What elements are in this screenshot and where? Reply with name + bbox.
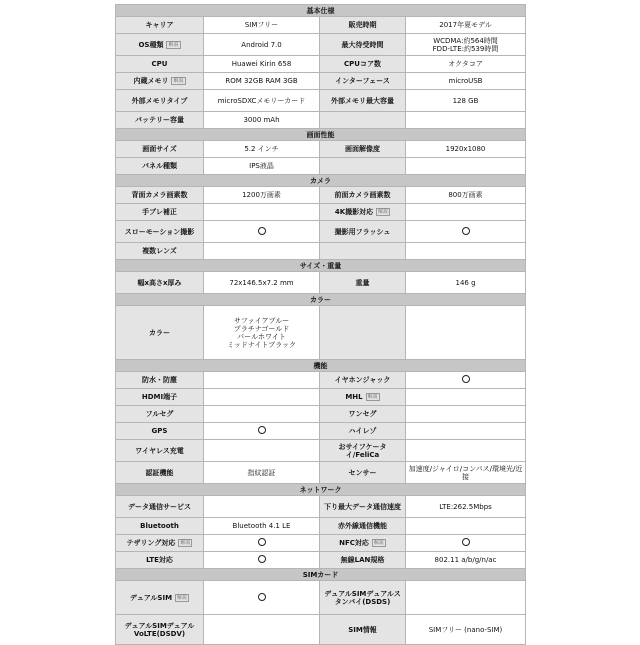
spec-label: イヤホンジャック: [320, 372, 406, 389]
supported-circle-icon: [258, 426, 266, 434]
info-tag[interactable]: 解説: [177, 594, 188, 601]
spec-sheet: [115, 4, 525, 645]
spec-value: Bluetooth 4.1 LE: [204, 518, 320, 535]
spec-value: 146 g: [406, 272, 526, 294]
spec-label: MHL 解説: [320, 389, 406, 406]
spec-value: [406, 581, 526, 615]
supported-circle-icon: [462, 227, 470, 235]
section-title: サイズ・重量: [116, 260, 526, 272]
info-tag[interactable]: 解説: [373, 540, 384, 546]
spec-value: 2017年夏モデル: [406, 17, 526, 34]
spec-label: センサー: [320, 462, 406, 484]
spec-value: [406, 306, 526, 360]
section-header: [116, 175, 526, 187]
spec-row: [116, 372, 526, 389]
spec-value: [204, 552, 320, 569]
spec-row: [116, 243, 526, 260]
spec-value: [406, 221, 526, 243]
spec-value: Huawei Kirin 658: [204, 56, 320, 73]
spec-label: 防水・防塵: [116, 372, 204, 389]
spec-value: microSDXCメモリーカード: [204, 90, 320, 112]
spec-value: [204, 423, 320, 440]
spec-label: 画面サイズ: [116, 141, 204, 158]
spec-value: [204, 243, 320, 260]
supported-circle-icon: [258, 227, 266, 235]
spec-row: [116, 440, 526, 462]
spec-value: 800万画素: [406, 187, 526, 204]
spec-value: [406, 535, 526, 552]
supported-circle-icon: [462, 538, 470, 546]
spec-label: 画面解像度: [320, 141, 406, 158]
spec-label: 販売時期: [320, 17, 406, 34]
info-tag[interactable]: 解説: [173, 78, 184, 84]
spec-row: [116, 34, 526, 56]
spec-row: [116, 187, 526, 204]
spec-label: HDMI端子: [116, 389, 204, 406]
spec-row: [116, 56, 526, 73]
spec-label: 背面カメラ画素数: [116, 187, 204, 204]
spec-value: 802.11 a/b/g/n/ac: [406, 552, 526, 569]
section-header: [116, 569, 526, 581]
spec-table: [115, 4, 526, 645]
spec-label: NFC対応 解説: [320, 535, 406, 552]
spec-value: [204, 581, 320, 615]
supported-circle-icon: [258, 538, 266, 546]
spec-value: [406, 423, 526, 440]
spec-row: [116, 389, 526, 406]
spec-label: OS種類 解説: [116, 34, 204, 56]
spec-row: [116, 158, 526, 175]
spec-label: 幅x高さx厚み: [116, 272, 204, 294]
supported-circle-icon: [258, 555, 266, 563]
spec-label: キャリア: [116, 17, 204, 34]
spec-value: [406, 440, 526, 462]
spec-label: 外部メモリタイプ: [116, 90, 204, 112]
spec-label: [320, 306, 406, 360]
section-header: [116, 484, 526, 496]
spec-label: ワイヤレス充電: [116, 440, 204, 462]
info-tag[interactable]: 解説: [180, 540, 191, 546]
spec-value: [406, 518, 526, 535]
spec-label: LTE対応: [116, 552, 204, 569]
spec-label: 最大待受時間: [320, 34, 406, 56]
spec-row: [116, 17, 526, 34]
spec-value: 72x146.5x7.2 mm: [204, 272, 320, 294]
spec-value: 3000 mAh: [204, 112, 320, 129]
spec-label: CPU: [116, 56, 204, 73]
spec-label: ハイレゾ: [320, 423, 406, 440]
spec-label: 手ブレ補正: [116, 204, 204, 221]
spec-row: [116, 306, 526, 360]
section-header: [116, 294, 526, 306]
spec-label: 内蔵メモリ 解説: [116, 73, 204, 90]
spec-value: 5.2 インチ: [204, 141, 320, 158]
spec-value: [406, 204, 526, 221]
section-title: SIMカード: [116, 569, 526, 581]
spec-value: [204, 221, 320, 243]
spec-value: WCDMA:約564時間 FDD-LTE:約539時間: [406, 34, 526, 56]
section-title: カラー: [116, 294, 526, 306]
spec-row: [116, 90, 526, 112]
spec-label: 赤外線通信機能: [320, 518, 406, 535]
spec-value: オクタコア: [406, 56, 526, 73]
section-title: 機能: [116, 360, 526, 372]
spec-value: [204, 535, 320, 552]
spec-label: 複数レンズ: [116, 243, 204, 260]
spec-value: [204, 389, 320, 406]
spec-value: [406, 243, 526, 260]
spec-row: [116, 221, 526, 243]
spec-label: パネル種類: [116, 158, 204, 175]
spec-label: おサイフケータイ/FeliCa: [320, 440, 406, 462]
spec-label: [320, 112, 406, 129]
spec-value: SIMフリー: [204, 17, 320, 34]
spec-value: 加速度/ジャイロ/コンパス/環境光/近接: [406, 462, 526, 484]
spec-value: IPS液晶: [204, 158, 320, 175]
supported-circle-icon: [462, 375, 470, 383]
info-tag[interactable]: 解説: [378, 209, 389, 215]
spec-value: ROM 32GB RAM 3GB: [204, 73, 320, 90]
spec-label: フルセグ: [116, 406, 204, 423]
info-tag[interactable]: 解説: [168, 41, 179, 48]
spec-label: 4K撮影対応 解説: [320, 204, 406, 221]
supported-circle-icon: [258, 593, 266, 601]
spec-label: GPS: [116, 423, 204, 440]
spec-row: [116, 552, 526, 569]
spec-value: 128 GB: [406, 90, 526, 112]
spec-row: [116, 462, 526, 484]
spec-label: カラー: [116, 306, 204, 360]
spec-value: [406, 406, 526, 423]
spec-row: [116, 581, 526, 615]
spec-value: [204, 440, 320, 462]
section-title: 画面性能: [116, 129, 526, 141]
spec-row: [116, 204, 526, 221]
spec-value: microUSB: [406, 73, 526, 90]
spec-label: 外部メモリ最大容量: [320, 90, 406, 112]
spec-value: [204, 406, 320, 423]
spec-row: [116, 423, 526, 440]
section-header: [116, 360, 526, 372]
spec-label: Bluetooth: [116, 518, 204, 535]
spec-value: [406, 158, 526, 175]
spec-label: インターフェース: [320, 73, 406, 90]
spec-label: バッテリー容量: [116, 112, 204, 129]
spec-row: [116, 73, 526, 90]
spec-label: デュアルSIMデュアルスタンバイ(DSDS): [320, 581, 406, 615]
spec-value: SIMフリー (nano-SIM): [406, 615, 526, 645]
spec-label: 前面カメラ画素数: [320, 187, 406, 204]
spec-row: [116, 535, 526, 552]
section-title: 基本仕様: [116, 5, 526, 17]
spec-label: データ通信サービス: [116, 496, 204, 518]
spec-value: [406, 389, 526, 406]
spec-label: SIM情報: [320, 615, 406, 645]
spec-label: 無線LAN規格: [320, 552, 406, 569]
spec-label: デュアルSIMデュアルVoLTE(DSDV): [116, 615, 204, 645]
spec-label: [320, 243, 406, 260]
spec-row: [116, 518, 526, 535]
section-title: カメラ: [116, 175, 526, 187]
spec-label: テザリング対応 解説: [116, 535, 204, 552]
spec-row: [116, 141, 526, 158]
spec-value: 1920x1080: [406, 141, 526, 158]
spec-label: スローモーション撮影: [116, 221, 204, 243]
section-title: ネットワーク: [116, 484, 526, 496]
spec-value: 指紋認証: [204, 462, 320, 484]
spec-value: [406, 112, 526, 129]
spec-value: 1200万画素: [204, 187, 320, 204]
spec-value: [204, 496, 320, 518]
spec-label: 認証機能: [116, 462, 204, 484]
spec-label: 重量: [320, 272, 406, 294]
info-tag[interactable]: 解説: [367, 394, 378, 400]
spec-row: [116, 496, 526, 518]
section-header: [116, 260, 526, 272]
spec-row: [116, 272, 526, 294]
spec-row: [116, 615, 526, 645]
spec-value: [204, 204, 320, 221]
spec-row: [116, 112, 526, 129]
spec-row: [116, 406, 526, 423]
spec-value: LTE:262.5Mbps: [406, 496, 526, 518]
spec-label: 下り最大データ通信速度: [320, 496, 406, 518]
spec-label: CPUコア数: [320, 56, 406, 73]
spec-value: [406, 372, 526, 389]
spec-label: デュアルSIM 解説: [116, 581, 204, 615]
spec-label: 撮影用フラッシュ: [320, 221, 406, 243]
section-header: [116, 129, 526, 141]
section-header: [116, 5, 526, 17]
spec-value: [204, 372, 320, 389]
spec-value: [204, 615, 320, 645]
spec-value: サファイアブルー プラチナゴールド パールホワイト ミッドナイトブラック: [204, 306, 320, 360]
spec-label: [320, 158, 406, 175]
spec-label: ワンセグ: [320, 406, 406, 423]
spec-value: Android 7.0: [204, 34, 320, 56]
